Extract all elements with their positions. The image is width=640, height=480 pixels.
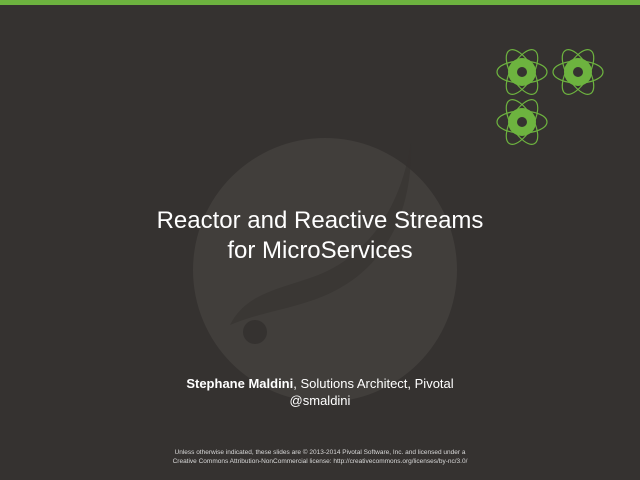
license-line-2: Creative Commons Attribution-NonCommercial license: http://creativecommons.org/licenses/by-nc/3.0/: [172, 458, 468, 465]
presenter-separator: ,: [293, 376, 301, 391]
license-line-1: Unless otherwise indicated, these slides are © 2013-2014 Pivotal Software, Inc. and licensed under a: [174, 449, 466, 456]
slide-title: [0, 206, 640, 266]
slide-title-line-2: for MicroServices: [227, 237, 413, 264]
presenter-name: Stephane Maldini: [186, 376, 294, 391]
presenter-handle: @smaldini: [289, 393, 351, 408]
license-footer: [0, 448, 640, 466]
presenter-role: Solutions Architect, Pivotal: [300, 376, 454, 391]
slide-title-line-1: Reactor and Reactive Streams: [156, 207, 484, 234]
presenter-info: [0, 375, 640, 409]
presenter-line: [0, 375, 640, 392]
reactor-atom-icon: [494, 44, 608, 158]
top-accent-bar: [0, 0, 640, 5]
